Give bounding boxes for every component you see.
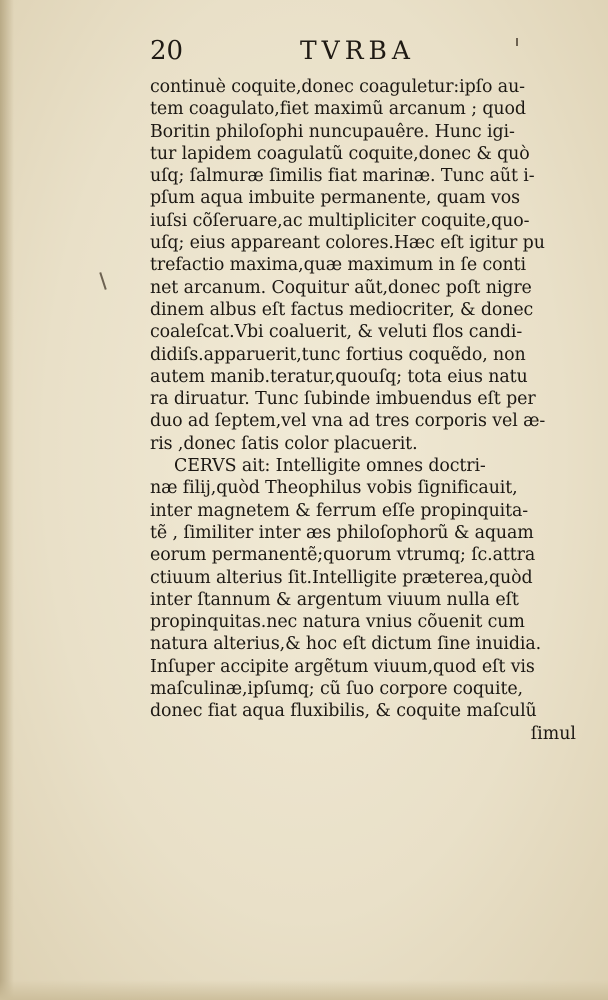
text-line: tẽ , ſimiliter inter æs philoſophorũ & aquam — [150, 522, 534, 543]
text-line: ra diruatur. Tunc ſubinde imbuendus eſt per — [150, 389, 536, 410]
text-line: trefactio maxima,quæ maximum in ſe conti — [150, 255, 526, 276]
text-line: uſq; eius appareant colores.Hæc eſt igitur pu — [150, 233, 545, 254]
text-line: Inſuper accipite argẽtum viuum,quod eſt vis — [150, 656, 535, 677]
text-line: autem manib.teratur,quouſq; tota eius natu — [150, 366, 528, 387]
page-header — [150, 36, 570, 72]
text-block — [150, 76, 586, 747]
text-line: uſq; ſalmuræ ſimilis fiat marinæ. Tunc aũt i- — [150, 166, 535, 187]
catchword: ſimul — [530, 723, 576, 744]
page-number: 20 — [150, 36, 184, 66]
text-line: continuè coquite,donec coaguletur:ipſo au- — [150, 77, 525, 97]
text-line: net arcanum. Coquitur aũt,donec poſt nigre — [150, 277, 532, 298]
page-bottom-shadow — [0, 980, 608, 1000]
text-line: duo ad ſeptem,vel vna ad tres corporis vel æ- — [150, 411, 546, 432]
text-line: ris ,donec ſatis color placuerit. — [150, 433, 418, 454]
text-line-speaker: CERVS ait: Intelligite omnes doctri- — [174, 456, 486, 477]
text-line: inter magnetem & ferrum eſſe propinquita- — [150, 500, 529, 521]
text-line: pſum aqua imbuite permanente, quam vos — [150, 188, 520, 209]
paragraph-2 — [150, 455, 586, 723]
text-line: ctiuum alterius ſit.Intelligite præterea,quòd — [150, 567, 533, 588]
catchword-row — [150, 723, 586, 747]
text-line: næ filij,quòd Theophilus vobis ſignificauit, — [150, 478, 518, 499]
text-line: inter ſtannum & argentum viuum nulla eſt — [150, 589, 519, 610]
text-line: eorum permanentẽ;quorum vtrumq; ſc.attra — [150, 545, 536, 566]
text-line: tem coagulato,fiet maximũ arcanum ; quod — [150, 99, 526, 120]
margin-mark — [99, 272, 106, 290]
text-line: propinquitas.nec natura vnius cõuenit cum — [150, 612, 525, 633]
text-line: donec fiat aqua fluxibilis, & coquite maſculũ — [150, 701, 537, 722]
text-line: maſculinæ,ipſumq; cũ ſuo corpore coquite, — [150, 679, 523, 700]
text-line: coaleſcat.Vbi coaluerit, & veluti flos candi- — [150, 322, 523, 343]
running-title: TVRBA — [300, 36, 415, 65]
text-line: didiſs.apparuerit,tunc fortius coquẽdo, non — [150, 344, 526, 365]
page-edge-shadow — [0, 0, 14, 1000]
paragraph-1 — [150, 76, 586, 455]
text-line: natura alterius,& hoc eſt dictum ſine inuidia. — [150, 634, 542, 655]
text-line: dinem albus eſt factus mediocriter, & donec — [150, 299, 534, 320]
text-line: Boritin philoſophi nuncupauêre. Hunc igi- — [150, 121, 515, 142]
text-line: iuſsi cõſeruare,ac multipliciter coquite,quo- — [150, 210, 530, 231]
text-line: tur lapidem coagulatũ coquite,donec & quò — [150, 143, 530, 164]
